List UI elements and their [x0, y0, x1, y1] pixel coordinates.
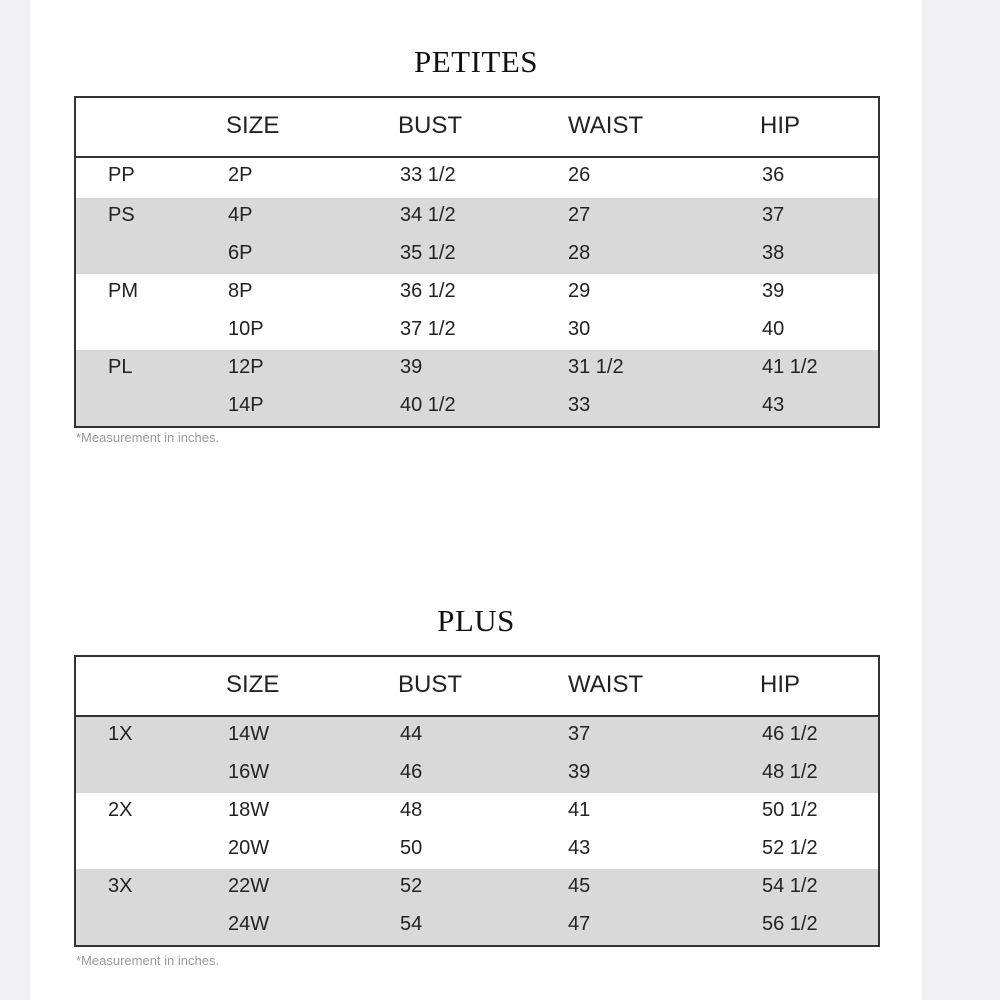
waist-cell: 31 1/2 — [568, 356, 624, 378]
header-waist: WAIST — [568, 112, 644, 139]
group-label: 1X — [108, 723, 133, 745]
table-row — [76, 274, 878, 312]
size-cell: 20W — [228, 837, 270, 859]
table-body — [76, 158, 878, 426]
hip-cell: 39 — [762, 280, 785, 302]
waist-cell: 26 — [568, 164, 591, 186]
size-cell: 22W — [228, 875, 270, 897]
table-header — [76, 657, 878, 717]
bust-cell: 39 — [400, 356, 423, 378]
table-body — [76, 717, 878, 945]
hip-cell: 52 1/2 — [762, 837, 818, 859]
table-row — [76, 158, 878, 198]
header-size: SIZE — [226, 112, 280, 139]
bust-cell: 37 1/2 — [400, 318, 456, 340]
waist-cell: 47 — [568, 913, 591, 935]
group-label: PM — [108, 280, 138, 302]
size-cell: 4P — [228, 204, 253, 226]
hip-cell: 50 1/2 — [762, 799, 818, 821]
plus-title: PLUS — [437, 603, 515, 638]
hip-cell: 36 — [762, 164, 785, 186]
size-cell: 6P — [228, 242, 253, 264]
table-row — [76, 869, 878, 907]
header-hip: HIP — [760, 671, 801, 698]
hip-cell: 40 — [762, 318, 785, 340]
bust-cell: 46 — [400, 761, 423, 783]
hip-cell: 37 — [762, 204, 785, 226]
bust-cell: 48 — [400, 799, 423, 821]
size-group-2x — [76, 793, 878, 869]
table-row — [76, 755, 878, 793]
group-label: PL — [108, 356, 133, 378]
size-cell: 24W — [228, 913, 270, 935]
table-row — [76, 350, 878, 388]
group-label: 3X — [108, 875, 133, 897]
table-row — [76, 907, 878, 945]
petites-title: PETITES — [413, 44, 539, 79]
waist-cell: 30 — [568, 318, 591, 340]
size-group-pp — [76, 158, 878, 198]
waist-cell: 45 — [568, 875, 591, 897]
hip-cell: 41 1/2 — [762, 356, 818, 378]
size-cell: 8P — [228, 280, 253, 302]
size-cell: 14W — [228, 723, 270, 745]
bust-cell: 54 — [400, 913, 423, 935]
table-row — [76, 198, 878, 236]
header-hip: HIP — [760, 112, 801, 139]
size-cell: 16W — [228, 761, 270, 783]
group-label: 2X — [108, 799, 133, 821]
header-bust: BUST — [398, 112, 463, 139]
measurement-note: *Measurement in inches. — [76, 430, 220, 445]
bust-cell: 52 — [400, 875, 423, 897]
hip-cell: 46 1/2 — [762, 723, 818, 745]
bust-cell: 36 1/2 — [400, 280, 456, 302]
size-group-pm — [76, 274, 878, 350]
measurement-note: *Measurement in inches. — [76, 953, 220, 968]
bust-cell: 33 1/2 — [400, 164, 456, 186]
waist-cell: 33 — [568, 394, 591, 416]
bust-cell: 35 1/2 — [400, 242, 456, 264]
table-row — [76, 793, 878, 831]
size-cell: 14P — [228, 394, 264, 416]
waist-cell: 29 — [568, 280, 591, 302]
table-row — [76, 236, 878, 274]
size-group-pl — [76, 350, 878, 426]
bust-cell: 44 — [400, 723, 423, 745]
size-cell: 18W — [228, 799, 270, 821]
plus-table — [74, 655, 880, 947]
waist-cell: 39 — [568, 761, 591, 783]
header-size: SIZE — [226, 671, 280, 698]
size-cell: 10P — [228, 318, 264, 340]
hip-cell: 48 1/2 — [762, 761, 818, 783]
waist-cell: 28 — [568, 242, 591, 264]
hip-cell: 56 1/2 — [762, 913, 818, 935]
header-bust: BUST — [398, 671, 463, 698]
table-row — [76, 831, 878, 869]
bust-cell: 40 1/2 — [400, 394, 456, 416]
waist-cell: 43 — [568, 837, 591, 859]
waist-cell: 37 — [568, 723, 591, 745]
bust-cell: 34 1/2 — [400, 204, 456, 226]
table-row — [76, 312, 878, 350]
table-row — [76, 717, 878, 755]
hip-cell: 38 — [762, 242, 785, 264]
size-cell: 2P — [228, 164, 253, 186]
petites-table — [74, 96, 880, 428]
size-group-1x — [76, 717, 878, 793]
group-label: PP — [108, 164, 135, 186]
bust-cell: 50 — [400, 837, 423, 859]
size-group-3x — [76, 869, 878, 945]
table-header — [76, 98, 878, 158]
table-row — [76, 388, 878, 426]
size-cell: 12P — [228, 356, 264, 378]
size-group-ps — [76, 198, 878, 274]
waist-cell: 41 — [568, 799, 591, 821]
hip-cell: 43 — [762, 394, 785, 416]
size-chart-page — [30, 0, 922, 1000]
header-waist: WAIST — [568, 671, 644, 698]
group-label: PS — [108, 204, 135, 226]
hip-cell: 54 1/2 — [762, 875, 818, 897]
waist-cell: 27 — [568, 204, 591, 226]
